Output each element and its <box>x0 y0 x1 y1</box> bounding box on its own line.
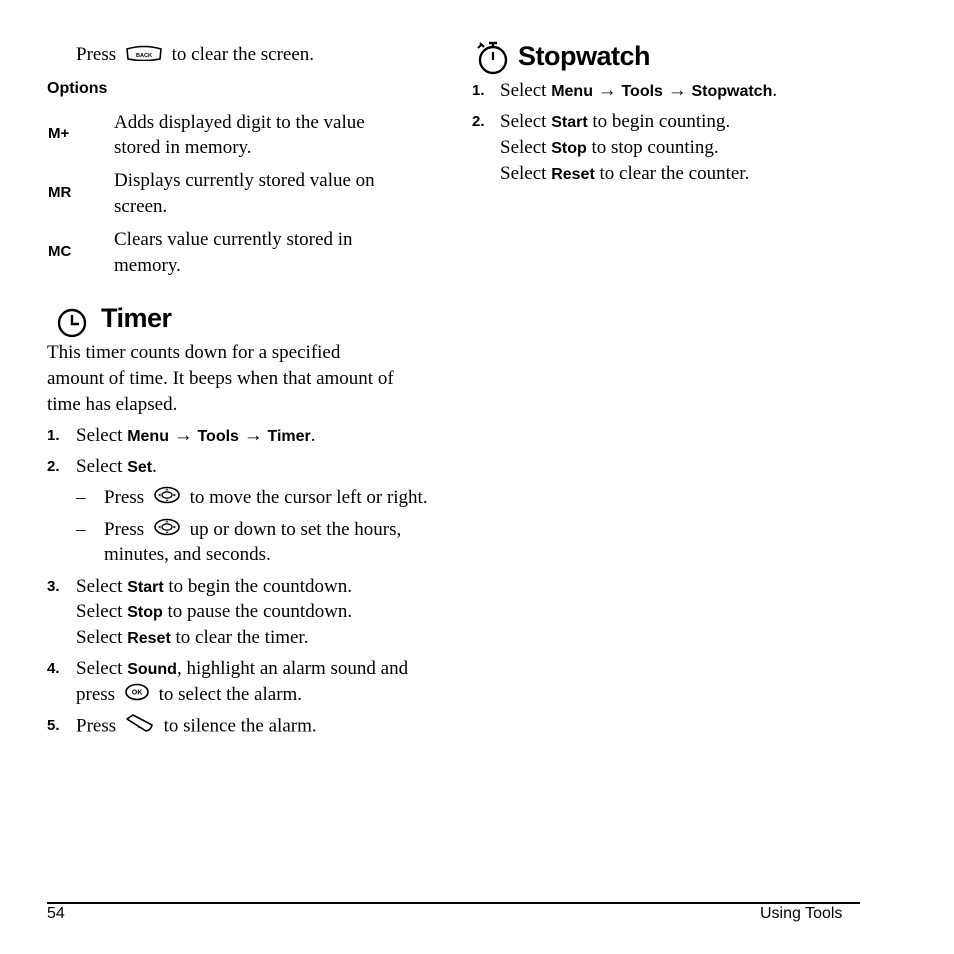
stopwatch-step2-l1-key: Start <box>551 114 588 131</box>
timer-step1-select: Select <box>76 425 123 446</box>
timer-step3-line3 <box>76 625 308 652</box>
stopwatch-step1-item: Stopwatch <box>691 83 773 100</box>
stopwatch-step1-tools: Tools <box>621 83 663 100</box>
timer-step3-l3-text: to clear the timer. <box>175 627 309 648</box>
timer-step1-item: Timer <box>267 428 311 445</box>
timer-step1-arrow2: → <box>243 425 263 446</box>
timer-step3-l2-text: to pause the countdown. <box>167 601 353 622</box>
stopwatch-step1-end: . <box>772 80 778 101</box>
timer-title: Timer <box>101 303 172 333</box>
stopwatch-step2-l2-text: to stop counting. <box>591 137 719 158</box>
timer-step1-line <box>76 423 315 450</box>
footer-page-number: 54 <box>47 905 65 922</box>
timer-step4-line1 <box>76 656 408 683</box>
stopwatch-step2-l1-text: to begin counting. <box>592 111 731 132</box>
timer-step4-line2 <box>76 682 302 709</box>
stopwatch-step2-line2 <box>500 135 719 162</box>
option-desc-mplus-1: Adds displayed digit to the value <box>114 112 365 133</box>
stopwatch-step2-l2-key: Stop <box>551 140 587 157</box>
timer-step2-select: Select <box>76 456 123 477</box>
stopwatch-icon <box>475 39 511 82</box>
timer-step4-select: Select <box>76 658 123 679</box>
option-desc-mc-1: Clears value currently stored in <box>114 229 353 250</box>
bullet1-text: to move the cursor left or right. <box>189 487 428 508</box>
option-desc-mc-2: memory. <box>114 255 181 276</box>
intro-press: Press <box>76 44 117 65</box>
bullet2-press: Press <box>104 519 145 540</box>
timer-step1-menu: Menu <box>127 428 169 445</box>
stopwatch-title: Stopwatch <box>518 41 651 71</box>
timer-step1-tools: Tools <box>197 428 239 445</box>
timer-step3-l1-key: Start <box>127 579 164 596</box>
footer-section-title: Using Tools <box>760 905 843 922</box>
timer-step3-l2-select: Select <box>76 601 123 622</box>
timer-step1-end: . <box>310 425 316 446</box>
timer-step4-text2: to select the alarm. <box>158 684 303 705</box>
timer-step3-l3-select: Select <box>76 627 123 648</box>
option-key-mc: MC <box>48 243 72 260</box>
timer-step1-num: 1. <box>47 427 60 444</box>
bullet1-line <box>104 485 428 512</box>
timer-step3-line2 <box>76 599 352 626</box>
timer-step5-text: to silence the alarm. <box>163 715 317 737</box>
end-key-icon <box>125 713 155 741</box>
bullet2-dash: – <box>76 519 86 540</box>
option-desc-mplus-2: stored in memory. <box>114 137 252 158</box>
stopwatch-step2-num: 2. <box>472 113 485 130</box>
bullet1-dash: – <box>76 487 86 508</box>
timer-step3-line1 <box>76 574 352 601</box>
bullet2-text1: up or down to set the hours, <box>189 519 402 540</box>
stopwatch-step2-l3-key: Reset <box>551 166 595 183</box>
stopwatch-step2-l3-select: Select <box>500 163 547 184</box>
timer-step2-num: 2. <box>47 458 60 475</box>
stopwatch-step1-select: Select <box>500 80 547 101</box>
timer-step5-press: Press <box>76 715 117 737</box>
option-desc-mr-1: Displays currently stored value on <box>114 170 375 191</box>
timer-step3-l1-select: Select <box>76 576 123 597</box>
stopwatch-step1-menu: Menu <box>551 83 593 100</box>
stopwatch-step2-line3 <box>500 161 749 188</box>
ok-key-label: OK <box>131 689 143 697</box>
timer-step3-l2-key: Stop <box>127 604 163 621</box>
timer-step3-l3-key: Reset <box>127 630 171 647</box>
timer-step5-num: 5. <box>47 717 60 734</box>
option-key-mplus: M+ <box>48 125 70 142</box>
timer-step2-set: Set <box>127 459 153 476</box>
stopwatch-step1-num: 1. <box>472 82 485 99</box>
timer-step4-press: press <box>76 684 116 705</box>
stopwatch-step2-l3-text: to clear the counter. <box>599 163 750 184</box>
intro-text: to clear the screen. <box>171 44 315 65</box>
ok-key-icon <box>124 683 150 709</box>
stopwatch-step2-l1-select: Select <box>500 111 547 132</box>
timer-step4-num: 4. <box>47 660 60 677</box>
options-title: Options <box>47 80 108 97</box>
timer-step4-key: Sound <box>127 661 177 678</box>
bullet2-line1 <box>104 517 401 544</box>
timer-desc-1: This timer counts down for a specified <box>47 342 341 363</box>
option-desc-mr-2: screen. <box>114 196 168 217</box>
bullet1-press: Press <box>104 487 145 508</box>
bullet2-text2: minutes, and seconds. <box>104 544 271 565</box>
stopwatch-step2-l2-select: Select <box>500 137 547 158</box>
timer-step2-line <box>76 454 157 481</box>
timer-step4-text1: , highlight an alarm sound and <box>176 658 409 679</box>
back-key-label: BACK <box>135 52 152 59</box>
option-key-mr: MR <box>48 184 72 201</box>
nav-key-icon-2 <box>153 518 181 544</box>
timer-step1-arrow1: → <box>173 425 193 446</box>
timer-step2-end: . <box>152 456 157 477</box>
timer-step3-num: 3. <box>47 578 60 595</box>
intro-line <box>76 42 314 69</box>
stopwatch-step2-line1 <box>500 109 730 136</box>
nav-key-icon <box>153 486 181 512</box>
stopwatch-step1-arrow2: → <box>667 80 687 101</box>
stopwatch-step1-line <box>500 78 777 105</box>
footer-rule <box>47 902 860 904</box>
back-key-icon <box>125 43 163 69</box>
timer-step5-line <box>76 713 317 741</box>
timer-step3-l1-text: to begin the countdown. <box>168 576 353 597</box>
timer-desc-2: amount of time. It beeps when that amount of <box>47 368 394 389</box>
timer-desc-3: time has elapsed. <box>47 394 178 415</box>
stopwatch-step1-arrow1: → <box>597 80 617 101</box>
